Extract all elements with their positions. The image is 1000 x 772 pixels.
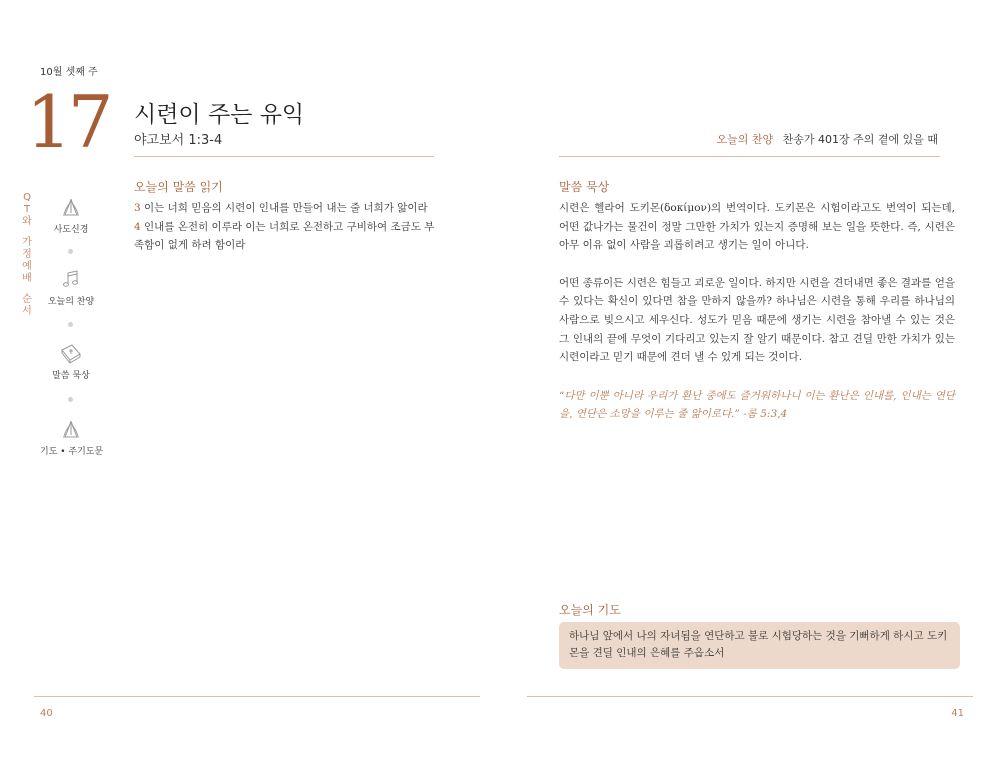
praying-hands-icon [60,418,82,440]
meditation-body [559,199,955,424]
verse-number: 4 [134,220,141,233]
scripture-reference: 야고보서 1:3-4 [134,133,223,148]
step-todays-hymn [40,268,102,307]
vertical-char: 정 [22,249,32,260]
step-separator-dot [68,322,73,327]
meditation-heading: 말씀 묵상 [559,180,610,194]
step-label: 기도 • 주기도문 [40,447,104,457]
vertical-char [20,228,34,237]
footer-divider-right [527,696,973,697]
vertical-char: 가 [22,237,32,248]
verse-number: 3 [134,202,141,214]
hymn-title: 찬송가 401장 주의 곁에 있을 때 [782,133,938,146]
step-separator-dot [68,397,73,402]
step-meditation [40,342,102,381]
bible-book-icon [59,342,83,364]
hymn-label: 오늘의 찬양 [716,133,774,146]
step-label: 오늘의 찬양 [47,297,95,307]
verse-text: 이는 너희 믿음의 시련이 인내를 만들어 내는 줄 너희가 앎이라 [140,202,428,214]
step-separator-dot [68,249,73,254]
verse [134,199,436,218]
vertical-char: 예 [22,261,32,272]
vertical-char: T [23,204,31,215]
vertical-char: 순 [22,294,32,305]
vertical-char: 와 [22,216,32,227]
todays-hymn [716,131,938,147]
reading-body [134,199,436,255]
reading-heading: 오늘의 말씀 읽기 [134,180,223,194]
verse [134,218,436,255]
qt-order-vertical-title [20,192,34,318]
step-prayer [40,418,102,457]
music-note-icon [60,268,82,290]
day-number: 17 [26,80,110,164]
vertical-char: 배 [22,273,32,284]
header-divider-right [559,156,940,157]
verse-text: 인내를 온전히 이루라 이는 너희로 온전하고 구비하여 조금도 부족함이 없게 하려 함이라 [134,220,435,252]
page-number-left: 40 [40,708,53,719]
step-label: 사도신경 [53,225,89,235]
meditation-paragraph: 어떤 종류이든 시련은 힘들고 괴로운 일이다. 하지만 시련을 견더내면 좋은 결과를 얻을 수 있다는 확신이 있다면 참을 만하지 않을까? 하나님은 시련을 통해 우리를 하나님의 사람으로 빚으시고 세우신다. 성도가 믿음 때문에 생기는 시련을 참아낼 수 있는 것은 그 인내의 끝에 무엇이 기다리고 있는지 잘 알기 때문이다. 참고 견딜 만한 가치가 있는 시련이라고 믿기 때문에 견더 낼 수 있게 되는 것이다. [559,276,955,364]
header-divider-left [134,156,434,157]
step-apostles-creed [40,196,102,235]
praying-hands-icon [60,196,82,218]
vertical-char: Q [23,192,31,203]
prayer-box: 하나님 앞에서 나의 자녀됨을 연단하고 불로 시험당하는 것을 기뻐하게 하시고 도키몬을 견딜 인내의 은혜를 주옵소서 [559,622,960,669]
page-title: 시련이 주는 유익 [134,102,305,128]
step-label: 말씀 묵상 [52,371,90,381]
week-label: 10월 셋째 주 [40,67,98,78]
footer-divider-left [34,696,480,697]
vertical-char: 서 [22,306,32,317]
meditation-paragraph: 시련은 헬라어 도키몬(δοκίμον)의 번역이다. 도키몬은 시험이라고도 번역이 되는데, 어떤 값나가는 물건이 정말 그만한 가치가 있는지 증명해 보는 일을 뜻한다. 즉, 시련은 아무 이유 없이 사람을 괴롭히려고 생기는 일이 아니다. [559,202,955,252]
vertical-char [20,285,34,294]
scripture-quote: “다만 이뿐 아니라 우리가 환난 중에도 즐거워하나니 이는 환난은 인내를, 인내는 연단을, 연단은 소망을 이루는 줄 앎이로다.” -롬 5:3,4 [559,389,955,421]
prayer-heading: 오늘의 기도 [559,603,621,617]
page-number-right: 41 [951,708,964,719]
